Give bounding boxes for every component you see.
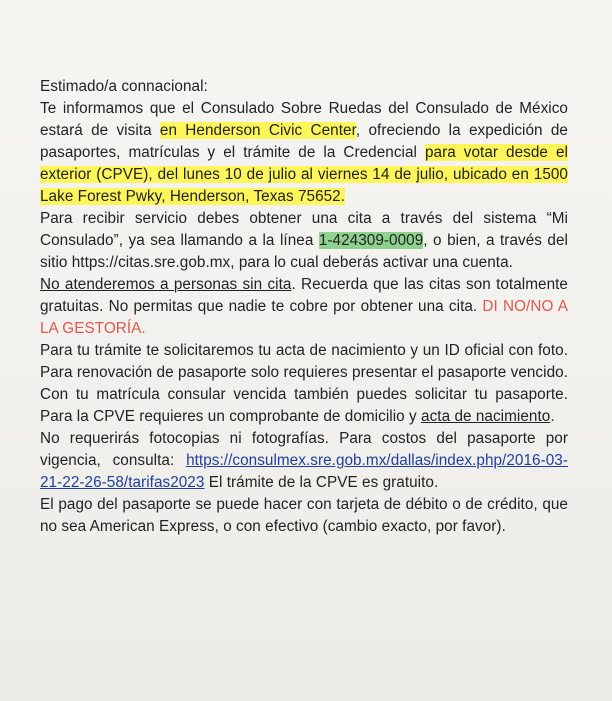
visit-intro-text: Te informamos que el Consulado Sobre Ruedas del Consulado de México estará de visita [40, 100, 568, 139]
greeting: Estimado/a connacional: [40, 78, 208, 95]
requirements-end: . [550, 408, 555, 425]
visit-services-text: , ofreciendo la expedición de pasaportes, matrículas y el trámite de la Credencial [40, 122, 568, 161]
paragraph-costs [40, 428, 568, 494]
paragraph-requirements [40, 340, 568, 428]
birth-certificate-underlined: acta de nacimiento [421, 408, 551, 425]
highlight-dates-address: para votar desde el exterior (CPVE), del lunes 10 de julio al viernes 14 de julio, ubicado en 1500 Lake Forest Pwky, Henderson, Texas 75652. [40, 144, 568, 205]
highlight-location: en Henderson Civic Center [159, 122, 356, 139]
appointment-site-text: , o bien, a través del sitio https://citas.sre.gob.mx, para lo cual deberás activar una cuenta. [40, 232, 568, 271]
costs-text: No requerirás fotocopias ni fotografías. Para costos del pasaporte por vigencia, consulta: [40, 430, 568, 469]
paragraph-payment [40, 494, 568, 538]
letter-body [40, 76, 568, 538]
cpve-free-text: El trámite de la CPVE es gratuito. [204, 474, 439, 491]
warning-red-text: DI NO/NO A LA GESTORÍA. [40, 298, 568, 337]
tariffs-link[interactable]: https://consulmex.sre.gob.mx/dallas/index.php/2016-03-21-22-26-58/tarifas2023 [40, 452, 568, 491]
highlight-phone-number: 1-424309-0009 [318, 232, 424, 249]
payment-text: El pago del pasaporte se puede hacer con tarjeta de débito o de crédito, que no sea American Express, o con efectivo (cambio exacto, por favor). [40, 496, 568, 535]
free-appointments-text: . Recuerda que las citas son totalmente gratuitas. No permitas que nadie te cobre por obtener una cita. [40, 276, 568, 315]
appointment-text: Para recibir servicio debes obtener una cita a través del sistema “Mi Consulado”, ya sea llamando a la línea [40, 210, 568, 249]
paragraph-no-walkins [40, 274, 568, 340]
no-walkins-underlined: No atenderemos a personas sin cita [40, 276, 292, 293]
paragraph-appointment [40, 208, 568, 274]
paragraph-visit-info [40, 98, 568, 208]
requirements-text: Para tu trámite te solicitaremos tu acta de nacimiento y un ID oficial con foto. Para renovación de pasaporte solo requieres presentar el pasaporte vencido. Con tu matrícula consular vencida también puedes solicitar tu pasaporte. Para la CPVE requieres un comprobante de domicilio y [40, 342, 568, 425]
